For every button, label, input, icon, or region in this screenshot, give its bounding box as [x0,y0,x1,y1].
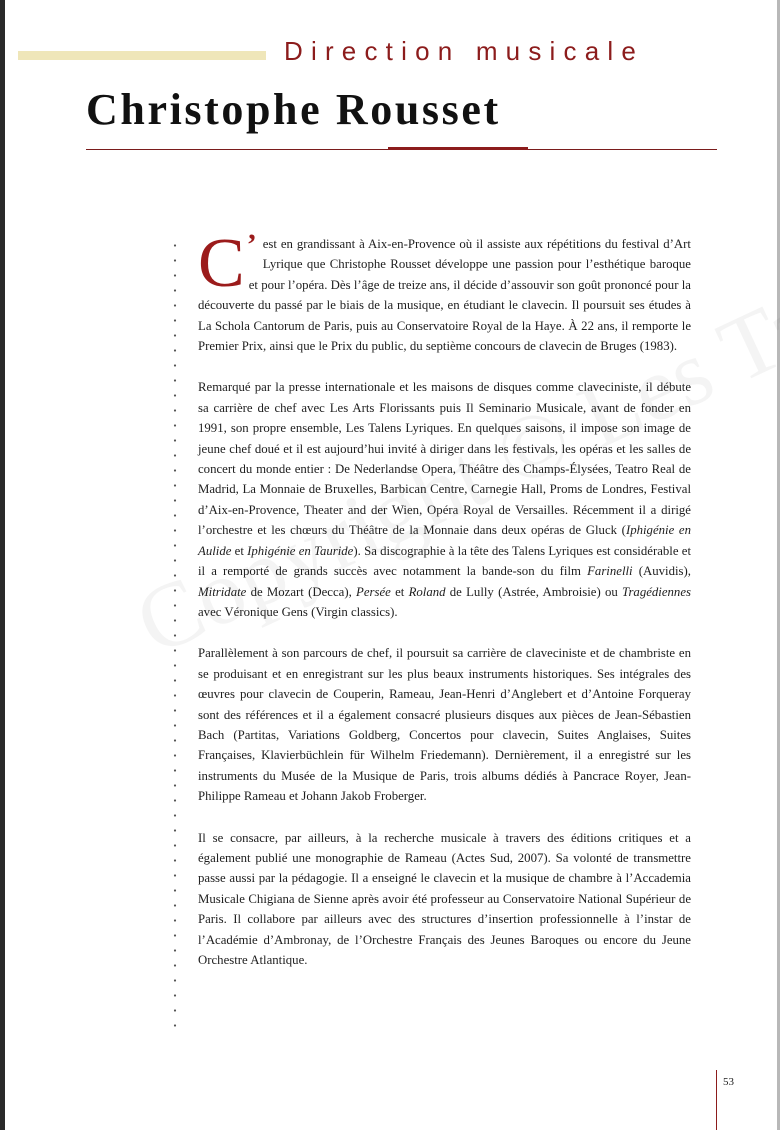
section-accent-bar [18,51,266,60]
p2-text-g: de Lully (Astrée, Ambroisie) ou [445,584,623,599]
paragraph-1-text: est en grandissant à Aix-en-Provence où il assiste aux répétitions du festival d’Art Lyrique que Christophe Rousset développe une passion pour l’esthétique baroque et pour l’opéra. Dès l’âge de treize ans, il décide d’assouvir son goût prononcé pour la découverte du passé par le biais de la musique, en étudiant le clavecin. Il poursuit ses études à La Schola Cantorum de Paris, puis au Conservatoire Royal de la Haye. À 22 ans, il remporte le Premier Prix, ainsi que le Prix du public, du septième concours de clavecin de Bruges (1983). [198,237,691,354]
section-label: Direction musicale [284,36,645,66]
drop-cap: C [198,225,245,302]
article-body [198,225,691,991]
title-rule-accent [388,147,528,150]
p2-text-d: (Auvidis), [632,564,691,579]
p2-text-f: et [390,584,409,599]
opera-title: Iphigénie en Tauride [247,543,354,558]
opera-title: Mitridate [198,584,247,599]
paragraph-1 [198,225,691,356]
opera-title: Iphigénie en Aulide [198,523,691,558]
page-edge-left [0,0,5,1130]
film-title: Farinelli [587,564,633,579]
p2-text-a: Remarqué par la presse internationale et les maisons de disques comme claveciniste, il débute sa carrière de chef avec Les Arts Florissants puis Il Seminario Musicale, avant de fonder en 1991, son propre ensemble, Les Talens Lyriques. En quelques saisons, il impose son image de jeune chef doué et il est aujourd’hui invité à diriger dans les festivals, les opéras et les salles de concert du monde entier : De Nederlandse Opera, Théâtre des Champs-Élysées, Teatro Real de Madrid, La Monnaie de Bruxelles, Barbican Centre, Carnegie Hall, Proms de Londres, Festival d’Aix-en-Provence, Theater and der Wien, Opéra Royal de Versailles. Récemment il a dirigé l’orchestre et les chœurs du Théâtre de la Monnaie dans deux opéras de Gluck ( [198,380,691,538]
drop-cap-apostrophe: ’ [246,228,257,261]
p2-text-e: de Mozart (Decca), [246,584,357,599]
p2-text-b: et [231,543,248,558]
p2-text-c: ). Sa discographie à la tête des Talens Lyriques est considérable et il a remporté de grands succès avec notamment la bande-son du film [198,543,691,579]
album-title: Tragédiennes [622,584,691,599]
opera-title: Roland [408,584,446,599]
paragraph-3: Parallèlement à son parcours de chef, il poursuit sa carrière de claveciniste et de chambriste en se produisant et en enregistrant sur les plus beaux instruments historiques. Ses intégrales des œuvres pour clavecin de Couperin, Rameau, Jean-Henri d’Anglebert et d’Antoine Forqueray sont des références et il a également consacré plusieurs disques aux pièces de Jean-Sébastien Bach (Partitas, Variations Goldberg, Concertos pour clavecin, Suites Anglaises, Suites Françaises, Klavierbüchlein für Wilhelm Friedemann). Dernièrement, il a enregistré sur les instruments du Musée de la Musique de Paris, trois albums dédiés à Pancrace Royer, Jean-Philippe Rameau et Johann Jakob Froberger. [198,646,691,804]
dotted-margin-line [173,238,177,1038]
page-title: Christophe Rousset [86,85,501,134]
paragraph-2 [198,377,691,622]
page-number: 53 [723,1076,734,1088]
page-number-rule [716,1070,717,1130]
paragraph-4: Il se consacre, par ailleurs, à la recherche musicale à travers des éditions critiques et a également publié une monographie de Rameau (Actes Sud, 2007). Sa volonté de transmettre passe aussi par la pédagogie. Il a enseigné le clavecin et la musique de chambre à l’Accademia Musicale Chigiana de Sienne après avoir été professeur au Conservatoire National Supérieur de Paris. Il collabore par ailleurs avec des structures d’insertion professionnelle à l’instar de l’Académie d’Ambronay, de l’Orchestre Français des Jeunes Baroques ou encore du Jeune Orchestre Atlantique. [198,830,691,967]
p2-text-h: avec Véronique Gens (Virgin classics). [198,604,398,619]
opera-title: Persée [356,584,391,599]
